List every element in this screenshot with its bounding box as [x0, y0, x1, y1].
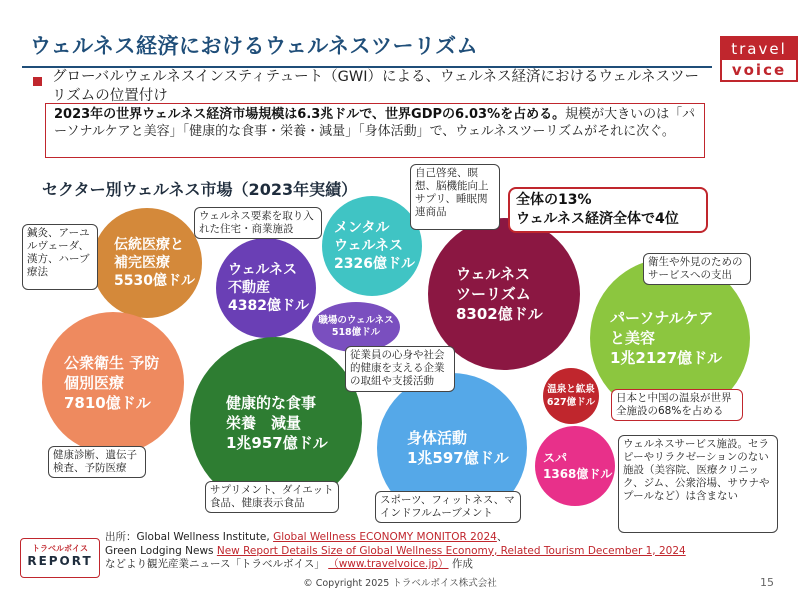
bubble-value: 627億ドル: [546, 397, 596, 408]
bubble-value: 4382億ドル: [228, 298, 309, 314]
bullet-square-icon: [33, 77, 42, 86]
bubble-label: 補完医療: [114, 255, 170, 271]
bubble-label: ウェルネス: [334, 238, 404, 254]
bubble-label: 身体活動: [407, 429, 468, 447]
callout-hot-springs: 日本と中国の温泉が世界全施設の68%を占める: [611, 389, 743, 421]
bubble-label: 健康的な食事: [226, 394, 317, 412]
bubble-label: 公衆衛生 予防: [64, 354, 160, 372]
bubble-label: 温泉と鉱泉: [547, 384, 595, 395]
bubble-label: ツーリズム: [456, 285, 531, 303]
bubble-label: ウェルネス: [456, 265, 530, 283]
callout-workplace-wellness: 従業員の心身や社会的健康を支える企業の取組や支援活動: [345, 346, 455, 392]
bubble-value: 518億ドル: [331, 327, 381, 338]
callout-traditional-medicine: 鍼灸、アーユルヴェーダ、漢方、ハーブ療法: [22, 224, 98, 290]
bubble-value: 8302億ドル: [456, 305, 543, 323]
summary-box: [45, 103, 705, 158]
callout-mental-wellness: 自己啓発、瞑想、脳機能向上サプリ、睡眠関連商品: [410, 164, 500, 230]
bubble-value: 2326億ドル: [334, 256, 415, 272]
callout-personal-care: 衛生や外見のためのサービスへの支出: [643, 253, 751, 285]
bubble-label: 伝統医療と: [114, 237, 184, 253]
source-link-green-lodging[interactable]: New Report Details Size of Global Wellness Economy, Related Tourism December 1, 2024: [216, 544, 686, 557]
bubble-label: メンタル: [334, 220, 390, 236]
bubble-value: 1368億ドル: [543, 467, 613, 481]
bubble-label: 個別医療: [64, 374, 125, 392]
bubble-label: パーソナルケア: [610, 309, 714, 327]
callout-healthy-eating: サプリメント、ダイエット食品、健康表示食品: [205, 481, 339, 513]
page-number: 15: [760, 576, 774, 589]
logo-bottom-text: voice: [731, 61, 787, 79]
badge-bottom-text: REPORT: [27, 554, 93, 568]
travelvoice-report-badge: [20, 538, 100, 578]
source-prefix: 出所：Global Wellness Institute,: [105, 531, 270, 543]
highlight-line: ウェルネス経済全体で4位: [516, 211, 679, 227]
summary-rest: 規模が大きいのは「パーソナルケアと美容」「健康的な食事・栄養・減量」「身体活動」で、ウェルネスツーリズムがそれに次ぐ。: [54, 107, 696, 139]
bubble-label: と美容: [610, 329, 656, 347]
bubble-workplace-wellness: [312, 302, 400, 352]
bubble-wellness-real-estate: [216, 238, 316, 338]
bubble-label: ウェルネス: [228, 262, 298, 278]
page-title: ウェルネス経済におけるウェルネスツーリズム: [30, 34, 479, 58]
bubble-value: 1兆597億ドル: [407, 449, 509, 467]
source-citation: [105, 531, 686, 572]
logo-top-text: travel: [722, 38, 796, 60]
bubble-mental-wellness: [322, 196, 422, 296]
badge-top-text: トラベルボイス: [32, 544, 88, 553]
tourism-highlight-box: [508, 187, 708, 233]
source-link-gwi[interactable]: Global Wellness ECONOMY MONITOR 2024: [273, 531, 497, 543]
bubble-hot-springs: [543, 368, 599, 424]
source-prefix: Green Lodging News: [105, 544, 214, 557]
bubble-label: 職場のウェルネス: [318, 315, 394, 326]
source-link-travelvoice[interactable]: （www.travelvoice.jp）: [328, 558, 449, 570]
bubble-public-health: [42, 312, 184, 454]
bullet-text: グローバルウェルネスインスティテュート（GWI）による、ウェルネス経済におけるウェルネスツーリズムの位置付け: [52, 69, 699, 104]
source-prefix: などより観光産業ニュース「トラベルボイス」: [105, 558, 325, 570]
source-suffix: 作成: [451, 558, 473, 570]
copyright: © Copyright 2025 トラベルボイス株式会社: [303, 578, 497, 589]
summary-bold: 2023年の世界ウェルネス経済市場規模は6.3兆ドルで、世界GDPの6.03%を占める。: [54, 107, 566, 122]
highlight-line: 全体の13%: [516, 192, 592, 208]
bubble-label: 栄養 減量: [226, 414, 302, 432]
bubble-value: 5530億ドル: [114, 273, 195, 289]
sector-chart-title: セクター別ウェルネス市場（2023年実績）: [42, 180, 358, 199]
bubble-spa: [535, 426, 615, 506]
bubble-value: 7810億ドル: [64, 394, 151, 412]
callout-physical-activity: スポーツ、フィットネス、マインドフルムーブメント: [375, 491, 521, 523]
source-suffix: 、: [496, 531, 508, 543]
callout-wellness-real-estate: ウェルネス要素を取り入れた住宅・商業施設: [194, 207, 322, 239]
bubble-value: 1兆957億ドル: [226, 434, 328, 452]
travelvoice-logo: [720, 36, 798, 82]
bubble-value: 1兆2127億ドル: [610, 349, 723, 367]
callout-public-health: 健康診断、遺伝子検査、予防医療: [48, 446, 146, 478]
callout-spa: ウェルネスサービス施設。セラピーやリラクゼーションのない施設（美容院、医療クリニック、ジム、公衆浴場、サウナやプールなど）は含まない: [618, 435, 778, 533]
bubble-label: 不動産: [228, 280, 270, 296]
bubble-label: スパ: [543, 451, 568, 465]
bubble-traditional-medicine: [92, 208, 202, 318]
